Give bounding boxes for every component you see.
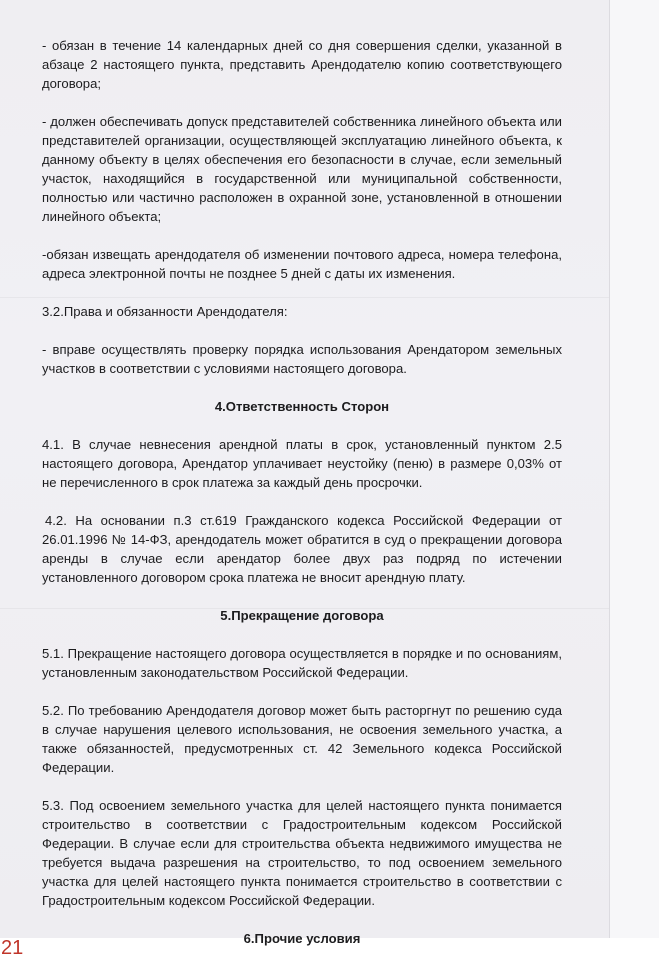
paragraph-landlord-rights: - вправе осуществлять проверку порядка использования Арендатором земельных участков в соответствии с условиями настоящего договора. — [42, 342, 562, 376]
page-edge-strip — [609, 0, 659, 938]
clause-5-2: 5.2. По требованию Арендодателя договор может быть расторгнут по решению суда в случае нарушения целевого использования, не освоения земельного участка, а также обязанностей, предусмотренных ст. 42 Земельного кодекса Российской Федерации. — [42, 703, 562, 775]
paragraph-copy-obligation: - обязан в течение 14 календарных дней со дня совершения сделки, указанной в абзаце 2 настоящего пункта, представить Арендодателю копию соответствующего договора; — [42, 38, 562, 91]
subsection-3-2-title: 3.2.Права и обязанности Арендодателя: — [42, 304, 288, 319]
section-5-heading: 5.Прекращение договора — [220, 608, 384, 623]
document-body — [42, 36, 562, 948]
clause-4-1: 4.1. В случае невнесения арендной платы в срок, установленный пунктом 2.5 настоящего договора, Арендатор уплачивает неустойку (пеню) в размере 0,03% от не перечисленного в срок платежа за каждый день просрочки. — [42, 437, 562, 490]
paragraph-notify-obligation: -обязан извещать арендодателя об изменении почтового адреса, номера телефона, адреса электронной почты не позднее 5 дней с даты их изменения. — [42, 247, 562, 281]
section-4-heading: 4.Ответственность Сторон — [214, 399, 390, 414]
section-6-heading: 6.Прочие условия — [243, 931, 361, 946]
clause-5-1: 5.1. Прекращение настоящего договора осуществляется в порядке и по основаниям, установленным законодательством Российской Федерации. — [42, 646, 562, 680]
page-number: 21 — [1, 937, 24, 959]
paragraph-access-obligation: - должен обеспечивать допуск представителей собственника линейного объекта или представителей организации, осуществляющей эксплуатацию линейного объекта, к данному объекту в целях обеспечения его безопасности в случае, если земельный участок, находящийся в государственной или муниципальной собственности, полностью или частично расположен в охранной зоне, установленной в отношении линейного объекта; — [42, 114, 562, 224]
clause-5-3: 5.3. Под освоением земельного участка для целей настоящего пункта понимается строительство в соответствии с Градостроительным кодексом Российской Федерации. В случае если для строительства объекта недвижимого имущества не требуется выдача разрешения на строительство, то под освоением земельного участка для целей настоящего пункта понимается строительство в соответствии с Градостроительным кодексом Российской Федерации. — [42, 798, 562, 908]
clause-4-2: 4.2. На основании п.3 ст.619 Гражданского кодекса Российской Федерации от 26.01.1996 № 14-ФЗ, арендодатель может обратится в суд о прекращении договора аренды в случае если арендатор более двух раз подряд по истечении установленного договором срока платежа не вносит арендную плату. — [42, 513, 562, 585]
